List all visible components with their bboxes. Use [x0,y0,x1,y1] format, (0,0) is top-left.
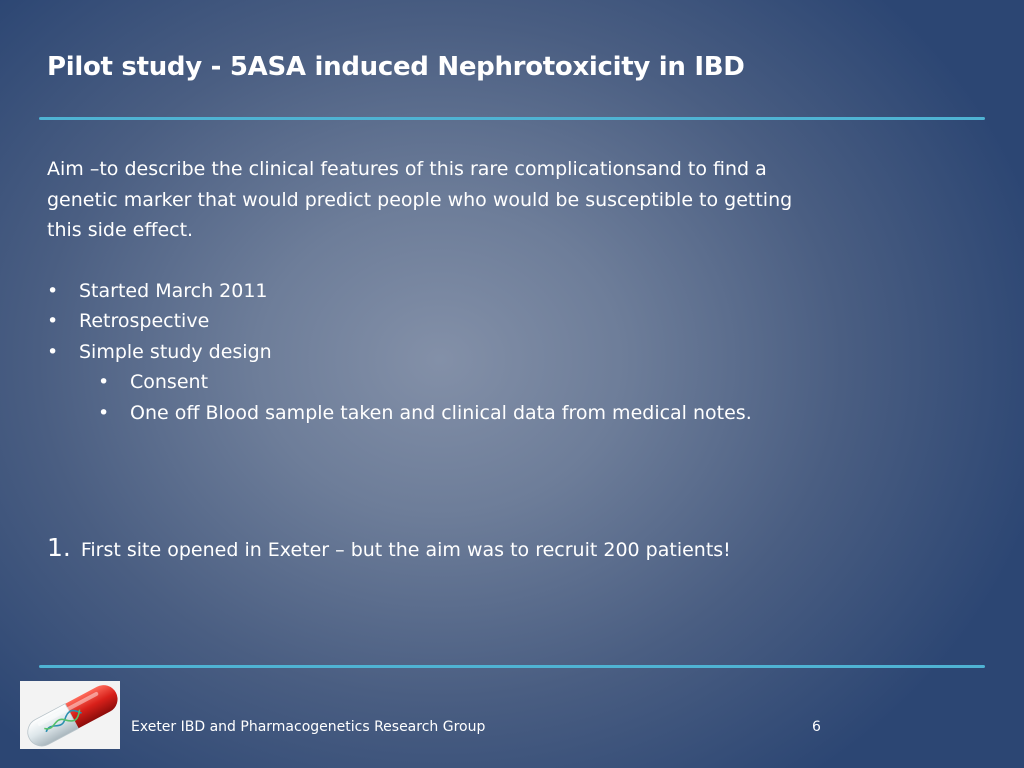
sub-bullet-list [47,367,947,428]
footer-text: Exeter IBD and Pharmacogenetics Research Group [131,719,486,735]
aim-line-2: genetic marker that would predict people who would be susceptible to getting [47,188,793,211]
bullet-text: Simple study design [79,340,272,363]
sub-bullet-item [98,398,947,429]
bullet-icon: • [98,401,110,424]
title-divider [39,117,985,120]
sub-bullet-text: One off Blood sample taken and clinical data from medical notes. [130,401,752,424]
bullet-icon: • [47,340,59,363]
aim-line-3: this side effect. [47,219,194,241]
bullet-icon: • [47,279,59,302]
bullet-icon: • [98,371,110,393]
page-number: 6 [812,719,821,735]
slide-title: Pilot study - 5ASA induced Nephrotoxicity in IBD [47,52,745,82]
bullet-list [47,276,947,368]
sub-bullet-text: Consent [130,371,209,393]
aim-paragraph [47,154,917,246]
slide-body [47,154,947,428]
bullet-icon: • [47,310,59,332]
numbered-item [47,533,731,562]
bullet-text: Started March 2011 [79,279,268,302]
bullet-item [47,306,947,337]
sub-bullet-item [98,367,947,398]
item-number: 1. [47,533,71,562]
footer-divider [39,665,985,668]
aim-line-1: Aim –to describe the clinical features of this rare complicationsand to find a [47,158,767,180]
bullet-item [47,276,947,307]
capsule-dna-icon [20,681,120,749]
bullet-item [47,337,947,368]
item-text: First site opened in Exeter – but the aim was to recruit 200 patients! [80,539,731,561]
bullet-text: Retrospective [79,310,210,332]
